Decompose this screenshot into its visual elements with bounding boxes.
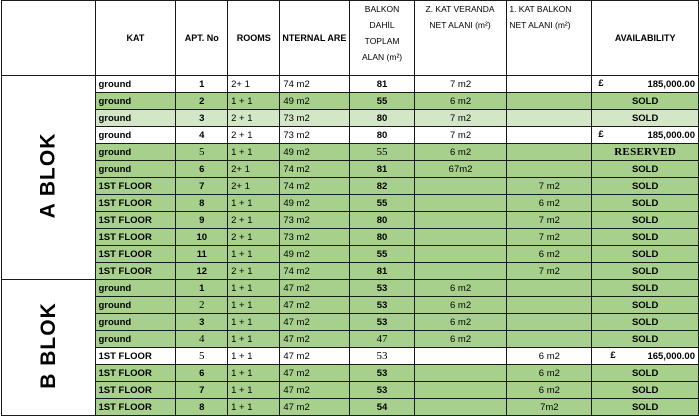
- table-row: [2, 399, 699, 416]
- cell-apt-no: 3: [176, 110, 228, 127]
- cell-kat: 1ST FLOOR: [95, 212, 176, 229]
- cell-zkat-veranda: 6 m2: [414, 93, 507, 110]
- table-row: [2, 382, 699, 399]
- cell-balkon-total: 80: [350, 110, 414, 127]
- cell-rooms: 2+ 1: [228, 178, 280, 195]
- cell-zkat-veranda: 7 m2: [414, 110, 507, 127]
- cell-rooms: 1 + 1: [228, 93, 280, 110]
- cell-zkat-veranda: 7 m2: [414, 127, 507, 144]
- cell-availability-price: [592, 348, 699, 365]
- cell-balkon-total: 55: [350, 195, 414, 212]
- cell-availability-status: SOLD: [592, 110, 699, 127]
- cell-rooms: 2 + 1: [228, 212, 280, 229]
- cell-rooms: 1 + 1: [228, 297, 280, 314]
- header-apt-no: APT. No: [176, 1, 228, 76]
- cell-kat: ground: [95, 297, 176, 314]
- cell-kat: 1ST FLOOR: [95, 195, 176, 212]
- cell-availability-status: SOLD: [592, 314, 699, 331]
- cell-availability-status: RESERVED: [592, 144, 699, 161]
- header-row: [2, 1, 699, 76]
- cell-balkon-total: 80: [350, 127, 414, 144]
- currency-symbol: £: [610, 350, 616, 361]
- header-kat: KAT: [95, 1, 176, 76]
- cell-balkon-total: 53: [350, 365, 414, 382]
- cell-balkon-total: 80: [350, 229, 414, 246]
- cell-availability-price: [592, 127, 699, 144]
- cell-balkon-total: 53: [350, 348, 414, 365]
- cell-1kat-balkon: [507, 297, 592, 314]
- cell-kat: 1ST FLOOR: [95, 229, 176, 246]
- cell-zkat-veranda: [414, 263, 507, 280]
- table-row: [2, 195, 699, 212]
- cell-1kat-balkon: 7 m2: [507, 178, 592, 195]
- cell-1kat-balkon: 6 m2: [507, 382, 592, 399]
- cell-zkat-veranda: 67m2: [414, 161, 507, 178]
- cell-1kat-balkon: 7 m2: [507, 229, 592, 246]
- cell-availability-status: SOLD: [592, 297, 699, 314]
- cell-apt-no: 8: [176, 195, 228, 212]
- cell-zkat-veranda: 6 m2: [414, 144, 507, 161]
- cell-zkat-veranda: 6 m2: [414, 297, 507, 314]
- cell-apt-no: 4: [176, 127, 228, 144]
- cell-1kat-balkon: [507, 127, 592, 144]
- cell-rooms: 1 + 1: [228, 399, 280, 416]
- cell-apt-no: 3: [176, 314, 228, 331]
- cell-rooms: 2 + 1: [228, 110, 280, 127]
- table-row: [2, 144, 699, 161]
- cell-kat: 1ST FLOOR: [95, 399, 176, 416]
- cell-1kat-balkon: 6 m2: [507, 246, 592, 263]
- header-zkat-veranda: Z. KAT VERANDA NET ALANI (m²): [414, 1, 507, 76]
- cell-kat: ground: [95, 76, 176, 93]
- cell-1kat-balkon: [507, 161, 592, 178]
- cell-rooms: 1 + 1: [228, 382, 280, 399]
- block-label: B BLOK: [36, 302, 60, 389]
- cell-apt-no: 9: [176, 212, 228, 229]
- cell-internal-area: 73 m2: [280, 110, 350, 127]
- cell-internal-area: 73 m2: [280, 127, 350, 144]
- cell-internal-area: 47 m2: [280, 331, 350, 348]
- cell-balkon-total: 81: [350, 76, 414, 93]
- cell-rooms: 1 + 1: [228, 280, 280, 297]
- cell-availability-price: [592, 76, 699, 93]
- table-row: [2, 263, 699, 280]
- cell-kat: ground: [95, 314, 176, 331]
- cell-availability-status: SOLD: [592, 246, 699, 263]
- cell-apt-no: 1: [176, 280, 228, 297]
- cell-apt-no: 2: [176, 297, 228, 314]
- cell-availability-status: SOLD: [592, 161, 699, 178]
- cell-1kat-balkon: 6 m2: [507, 348, 592, 365]
- price-value: 185,000.00: [647, 78, 695, 90]
- cell-kat: ground: [95, 331, 176, 348]
- cell-zkat-veranda: [414, 178, 507, 195]
- cell-internal-area: 74 m2: [280, 263, 350, 280]
- price-value: 165,000.00: [647, 350, 695, 362]
- cell-balkon-total: 54: [350, 399, 414, 416]
- cell-balkon-total: 55: [350, 144, 414, 161]
- cell-apt-no: 5: [176, 144, 228, 161]
- cell-apt-no: 2: [176, 93, 228, 110]
- cell-internal-area: 74 m2: [280, 76, 350, 93]
- cell-1kat-balkon: [507, 280, 592, 297]
- table-row: [2, 229, 699, 246]
- cell-kat: ground: [95, 144, 176, 161]
- cell-1kat-balkon: [507, 314, 592, 331]
- cell-apt-no: 10: [176, 229, 228, 246]
- currency-symbol: £: [598, 129, 604, 140]
- table-row: [2, 280, 699, 297]
- block-label-cell: [2, 280, 96, 416]
- cell-internal-area: 74 m2: [280, 161, 350, 178]
- table-body: [2, 76, 699, 416]
- cell-internal-area: 49 m2: [280, 93, 350, 110]
- cell-zkat-veranda: 6 m2: [414, 280, 507, 297]
- cell-availability-status: SOLD: [592, 212, 699, 229]
- cell-apt-no: 7: [176, 178, 228, 195]
- cell-zkat-veranda: [414, 365, 507, 382]
- header-availability: AVAILABILITY: [592, 1, 699, 76]
- table-row: [2, 314, 699, 331]
- cell-kat: 1ST FLOOR: [95, 348, 176, 365]
- cell-internal-area: 74 m2: [280, 178, 350, 195]
- cell-rooms: 1 + 1: [228, 314, 280, 331]
- corner-cell: [2, 1, 96, 76]
- apartment-availability-table: [1, 0, 699, 416]
- cell-balkon-total: 80: [350, 212, 414, 229]
- cell-internal-area: 49 m2: [280, 195, 350, 212]
- cell-internal-area: 47 m2: [280, 297, 350, 314]
- table-row: [2, 161, 699, 178]
- cell-kat: ground: [95, 280, 176, 297]
- cell-rooms: 2 + 1: [228, 263, 280, 280]
- cell-apt-no: 4: [176, 331, 228, 348]
- cell-zkat-veranda: 6 m2: [414, 314, 507, 331]
- cell-availability-status: SOLD: [592, 280, 699, 297]
- cell-apt-no: 8: [176, 399, 228, 416]
- cell-internal-area: 47 m2: [280, 348, 350, 365]
- cell-balkon-total: 55: [350, 246, 414, 263]
- price-value: 185,000.00: [647, 129, 695, 141]
- cell-balkon-total: 53: [350, 382, 414, 399]
- cell-availability-status: SOLD: [592, 229, 699, 246]
- cell-kat: 1ST FLOOR: [95, 178, 176, 195]
- table-row: [2, 212, 699, 229]
- cell-balkon-total: 53: [350, 314, 414, 331]
- cell-apt-no: 7: [176, 382, 228, 399]
- cell-availability-status: SOLD: [592, 331, 699, 348]
- block-label-cell: [2, 76, 96, 280]
- cell-apt-no: 6: [176, 365, 228, 382]
- cell-rooms: 1 + 1: [228, 144, 280, 161]
- table-row: [2, 178, 699, 195]
- cell-balkon-total: 47: [350, 331, 414, 348]
- table-row: [2, 365, 699, 382]
- table-row: [2, 297, 699, 314]
- table-row: [2, 127, 699, 144]
- cell-availability-status: SOLD: [592, 263, 699, 280]
- cell-1kat-balkon: [507, 93, 592, 110]
- cell-rooms: 1 + 1: [228, 195, 280, 212]
- cell-1kat-balkon: [507, 76, 592, 93]
- cell-apt-no: 12: [176, 263, 228, 280]
- cell-apt-no: 11: [176, 246, 228, 263]
- currency-symbol: £: [598, 78, 604, 89]
- cell-availability-status: SOLD: [592, 195, 699, 212]
- cell-kat: 1ST FLOOR: [95, 263, 176, 280]
- header-1kat-balkon: 1. KAT BALKON NET ALANI (m²): [507, 1, 592, 76]
- cell-balkon-total: 82: [350, 178, 414, 195]
- cell-rooms: 2+ 1: [228, 161, 280, 178]
- cell-1kat-balkon: 6 m2: [507, 195, 592, 212]
- cell-zkat-veranda: 7 m2: [414, 76, 507, 93]
- cell-kat: 1ST FLOOR: [95, 382, 176, 399]
- cell-apt-no: 1: [176, 76, 228, 93]
- cell-rooms: 1 + 1: [228, 246, 280, 263]
- header-internal-area: NTERNAL ARE: [280, 1, 350, 76]
- cell-1kat-balkon: 7 m2: [507, 212, 592, 229]
- header-rooms: ROOMS: [228, 1, 280, 76]
- cell-availability-status: SOLD: [592, 382, 699, 399]
- cell-apt-no: 6: [176, 161, 228, 178]
- cell-1kat-balkon: 6 m2: [507, 365, 592, 382]
- cell-availability-status: SOLD: [592, 399, 699, 416]
- cell-kat: ground: [95, 110, 176, 127]
- cell-1kat-balkon: [507, 331, 592, 348]
- cell-internal-area: 49 m2: [280, 246, 350, 263]
- table-row: [2, 76, 699, 93]
- cell-zkat-veranda: 6 m2: [414, 331, 507, 348]
- cell-internal-area: 47 m2: [280, 365, 350, 382]
- header-balkon-total: BALKON DAHİL TOPLAM ALAN (m²): [350, 1, 414, 76]
- cell-internal-area: 73 m2: [280, 212, 350, 229]
- cell-zkat-veranda: [414, 195, 507, 212]
- cell-kat: 1ST FLOOR: [95, 365, 176, 382]
- cell-internal-area: 47 m2: [280, 382, 350, 399]
- cell-rooms: 2 + 1: [228, 229, 280, 246]
- cell-zkat-veranda: [414, 212, 507, 229]
- table-row: [2, 348, 699, 365]
- cell-zkat-veranda: [414, 348, 507, 365]
- cell-kat: ground: [95, 161, 176, 178]
- table-row: [2, 246, 699, 263]
- cell-availability-status: SOLD: [592, 365, 699, 382]
- table-row: [2, 110, 699, 127]
- cell-kat: ground: [95, 93, 176, 110]
- cell-internal-area: 73 m2: [280, 229, 350, 246]
- cell-balkon-total: 53: [350, 280, 414, 297]
- cell-rooms: 2 + 1: [228, 127, 280, 144]
- cell-zkat-veranda: [414, 382, 507, 399]
- cell-1kat-balkon: 7 m2: [507, 263, 592, 280]
- table-row: [2, 331, 699, 348]
- cell-rooms: 1 + 1: [228, 348, 280, 365]
- cell-rooms: 2+ 1: [228, 76, 280, 93]
- cell-zkat-veranda: [414, 229, 507, 246]
- cell-zkat-veranda: [414, 246, 507, 263]
- cell-balkon-total: 81: [350, 161, 414, 178]
- cell-balkon-total: 81: [350, 263, 414, 280]
- cell-internal-area: 47 m2: [280, 399, 350, 416]
- cell-balkon-total: 55: [350, 93, 414, 110]
- cell-kat: 1ST FLOOR: [95, 246, 176, 263]
- cell-rooms: 1 + 1: [228, 331, 280, 348]
- cell-1kat-balkon: 7m2: [507, 399, 592, 416]
- cell-availability-status: SOLD: [592, 93, 699, 110]
- cell-1kat-balkon: [507, 144, 592, 161]
- cell-balkon-total: 53: [350, 297, 414, 314]
- cell-zkat-veranda: [414, 399, 507, 416]
- cell-availability-status: SOLD: [592, 178, 699, 195]
- cell-rooms: 1 + 1: [228, 365, 280, 382]
- cell-1kat-balkon: [507, 110, 592, 127]
- cell-internal-area: 49 m2: [280, 144, 350, 161]
- table-row: [2, 93, 699, 110]
- cell-internal-area: 47 m2: [280, 280, 350, 297]
- block-label: A BLOK: [36, 132, 60, 219]
- cell-apt-no: 5: [176, 348, 228, 365]
- cell-internal-area: 47 m2: [280, 314, 350, 331]
- cell-kat: ground: [95, 127, 176, 144]
